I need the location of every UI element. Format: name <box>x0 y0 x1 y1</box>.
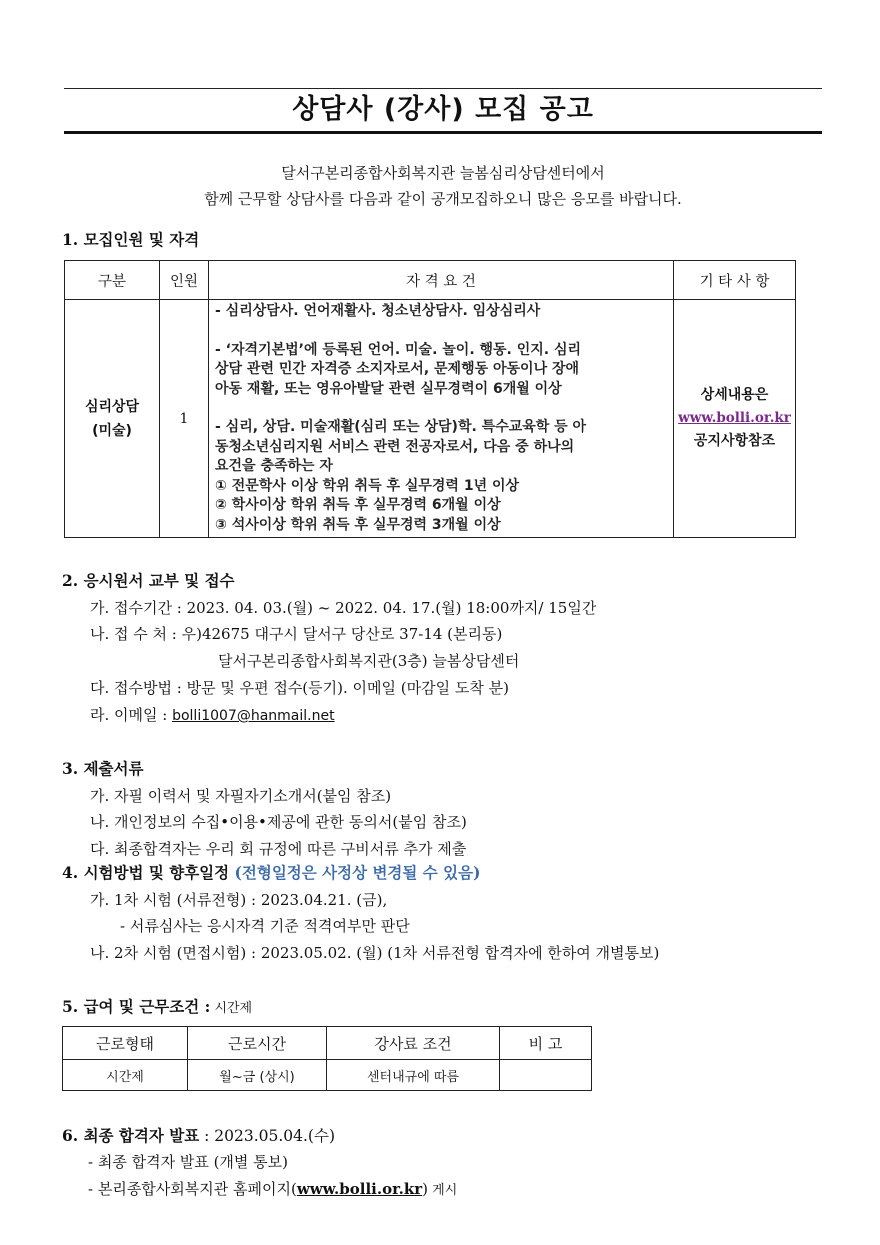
intro-text <box>64 160 822 212</box>
homepage-prefix: - 본리종합사회복지관 홈페이지( <box>88 1180 297 1198</box>
work-condition-table <box>62 1026 592 1091</box>
receipt-email <box>90 704 335 727</box>
category-line-1: 심리상담 <box>84 398 140 415</box>
requirements-cell <box>209 300 674 538</box>
section4-title-text: 4. 시험방법 및 향후일정 <box>62 863 230 882</box>
req-line: 요건을 충족하는 자 <box>215 458 333 474</box>
work-header-hours: 근로시간 <box>188 1027 327 1060</box>
header-requirements: 자 격 요 건 <box>209 261 674 300</box>
req-line: 상담 관련 민간 자격증 소지자로서, 문제행동 아동이나 장애 <box>215 361 580 377</box>
etc-url-link[interactable]: www.bolli.or.kr <box>678 410 791 426</box>
announcement-item-homepage <box>88 1178 457 1202</box>
email-label: 라. 이메일 : <box>90 706 173 724</box>
second-exam: 나. 2차 시험 (면접시험) : 2023.05.02. (월) (1차 서류전형 합격자에 한하여 개별통보) <box>90 944 660 962</box>
work-note <box>500 1060 592 1091</box>
category-cell <box>65 300 160 538</box>
document-item: 가. 자필 이력서 및 자필자기소개서(붙임 참조) <box>90 787 392 805</box>
receipt-method: 다. 접수방법 : 방문 및 우편 접수(등기). 이메일 (마감일 도착 분) <box>90 679 509 697</box>
section4-title <box>62 862 480 884</box>
homepage-link[interactable]: www.bolli.or.kr <box>296 1180 423 1198</box>
announcement-date: : 2023.05.04.(수) <box>199 1127 336 1145</box>
req-line: 동청소년심리지원 서비스 관련 전공자로서, 다음 중 하나의 <box>215 438 575 455</box>
qualification-row <box>65 300 796 538</box>
work-header-fee: 강사료 조건 <box>327 1027 500 1060</box>
work-row <box>63 1060 592 1091</box>
receipt-period: 가. 접수기간 : 2023. 04. 03.(월) ~ 2022. 04. 17.(월) 18:00까지/ 15일간 <box>90 599 597 617</box>
email-link[interactable]: bolli1007@hanmail.net <box>172 708 335 724</box>
req-line: 아동 재활, 또는 영유아발달 관련 실무경력이 6개월 이상 <box>215 380 562 397</box>
receipt-place-1: 나. 접 수 처 : 우)42675 대구시 달서구 당산로 37-14 (본리동) <box>90 625 503 643</box>
document-item: 다. 최종합격자는 우리 회 규정에 따른 구비서류 추가 제출 <box>90 840 467 858</box>
count-cell: 1 <box>160 300 209 538</box>
section1-title: 1. 모집인원 및 자격 <box>62 230 200 249</box>
section5-title-text: 5. 급여 및 근무조건 : <box>62 997 211 1016</box>
category-line-2: (미술) <box>92 422 132 439</box>
section3-title: 3. 제출서류 <box>62 759 144 778</box>
work-hours: 월~금 (상시) <box>188 1060 327 1091</box>
title-rule-top <box>64 88 822 89</box>
section6-title <box>62 1125 335 1147</box>
announcement-item: - 최종 합격자 발표 (개별 통보) <box>88 1153 289 1171</box>
req-line: - ‘자격기본법’에 등록된 언어. 미술. 놀이. 행동. 인지. 심리 <box>215 341 582 358</box>
work-header-type: 근로형태 <box>63 1027 188 1060</box>
schedule-note: (전형일정은 사정상 변경될 수 있음) <box>234 863 481 882</box>
homepage-tail: 게시 <box>428 1183 458 1198</box>
first-exam: 가. 1차 시험 (서류전형) : 2023.04.21. (금), <box>90 891 388 909</box>
header-count: 인원 <box>160 261 209 300</box>
intro-line-1: 달서구본리종합사회복지관 늘봄심리상담센터에서 <box>281 164 605 182</box>
work-header-note: 비 고 <box>500 1027 592 1060</box>
intro-line-2: 함께 근무할 상담사를 다음과 같이 공개모집하오니 많은 응모를 바랍니다. <box>204 190 682 208</box>
req-line: - 심리상담사. 언어재활사. 청소년상담사. 임상심리사 <box>215 303 541 319</box>
req-line: ③ 석사이상 학위 취득 후 실무경력 3개월 이상 <box>215 516 501 533</box>
section2-title: 2. 응시원서 교부 및 접수 <box>62 571 235 590</box>
section5-title-suffix: 시간제 <box>210 1001 253 1016</box>
req-line: ① 전문학사 이상 학위 취득 후 실무경력 1년 이상 <box>215 477 520 494</box>
qualification-header-row <box>65 261 796 300</box>
document-item: 나. 개인정보의 수집•이용•제공에 관한 동의서(붙임 참조) <box>90 813 467 831</box>
req-line: - 심리, 상담. 미술재활(심리 또는 상담)학. 특수교육학 등 아 <box>215 419 587 435</box>
qualification-table <box>64 260 796 538</box>
title-rule-bottom <box>64 131 822 134</box>
section5-title <box>62 996 252 1020</box>
section6-title-text: 6. 최종 합격자 발표 <box>62 1126 200 1145</box>
req-line: ② 학사이상 학위 취득 후 실무경력 6개월 이상 <box>215 497 501 513</box>
etc-line-1: 상세내용은 <box>700 387 769 403</box>
work-type: 시간제 <box>63 1060 188 1091</box>
page-title: 상담사 (강사) 모집 공고 <box>292 94 594 125</box>
first-exam-note: - 서류심사는 응시자격 기준 적격여부만 판단 <box>120 917 410 935</box>
header-category: 구분 <box>65 261 160 300</box>
header-etc: 기 타 사 항 <box>674 261 796 300</box>
homepage-suffix: ) <box>422 1180 428 1198</box>
work-fee: 센터내규에 따름 <box>327 1060 500 1091</box>
etc-cell <box>674 300 796 538</box>
etc-line-3: 공지사항참조 <box>693 433 776 449</box>
receipt-place-2: 달서구본리종합사회복지관(3층) 늘봄상담센터 <box>218 652 520 670</box>
work-header-row <box>63 1027 592 1060</box>
